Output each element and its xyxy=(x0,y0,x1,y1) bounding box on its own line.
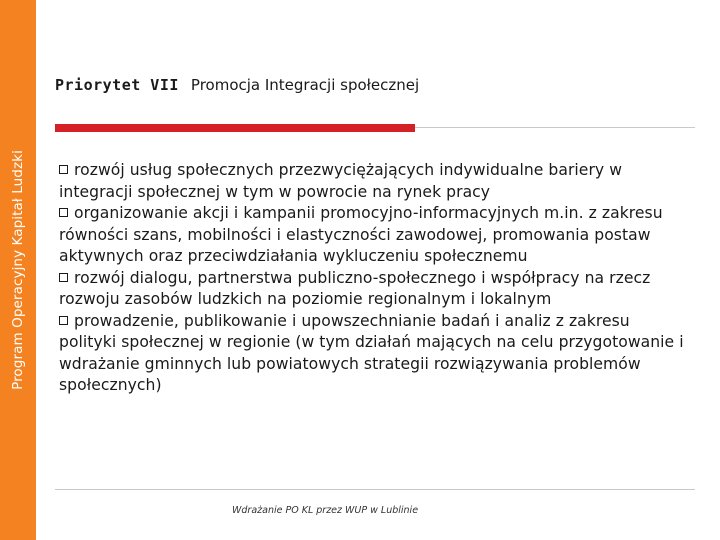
list-item-text: organizowanie akcji i kampanii promocyjno-informacyjnych m.in. z zakresu równości szans, mobilności i elastyczności zawodowej, promowania postaw aktywnych oraz przeciwdziałania wykluczeniu społecznemu xyxy=(59,204,663,265)
list-item-text: rozwój usług społecznych przezwyciężających indywidualne bariery w integracji społecznej w tym w powrocie na rynek pracy xyxy=(59,161,622,201)
page-title xyxy=(55,76,419,94)
checkbox-bullet-icon xyxy=(59,316,68,325)
accent-rule xyxy=(55,124,415,132)
checkbox-bullet-icon xyxy=(59,273,68,282)
sidebar-label: Program Operacyjny Kapitał Ludzki xyxy=(10,150,26,390)
list-item-text: prowadzenie, publikowanie i upowszechnianie badań i analiz z zakresu polityki społecznej w regionie (w tym działań mających na celu przygotowanie i wdrażanie gminnych lub powiatowych strategii rozwiązywania problemów społecznych) xyxy=(59,311,684,394)
title-lead: Priorytet VII xyxy=(55,76,179,94)
checkbox-bullet-icon xyxy=(59,165,68,174)
list-item xyxy=(59,160,691,203)
footer-text: Wdrażanie PO KL przez WUP w Lublinie xyxy=(232,505,419,516)
bullet-list xyxy=(59,160,691,397)
list-item-text: rozwój dialogu, partnerstwa publiczno-społecznego i współpracy na rzecz rozwoju zasobów ludzkich na poziomie regionalnym i lokalnym xyxy=(59,268,651,308)
thin-rule xyxy=(415,127,695,128)
title-rest: Promocja Integracji społecznej xyxy=(190,76,420,94)
sidebar-edge xyxy=(36,0,42,540)
footer-rule xyxy=(55,489,695,490)
list-item xyxy=(59,203,691,268)
list-item xyxy=(59,311,691,397)
sidebar-label-wrap xyxy=(6,0,30,540)
checkbox-bullet-icon xyxy=(59,208,68,217)
list-item xyxy=(59,268,691,311)
